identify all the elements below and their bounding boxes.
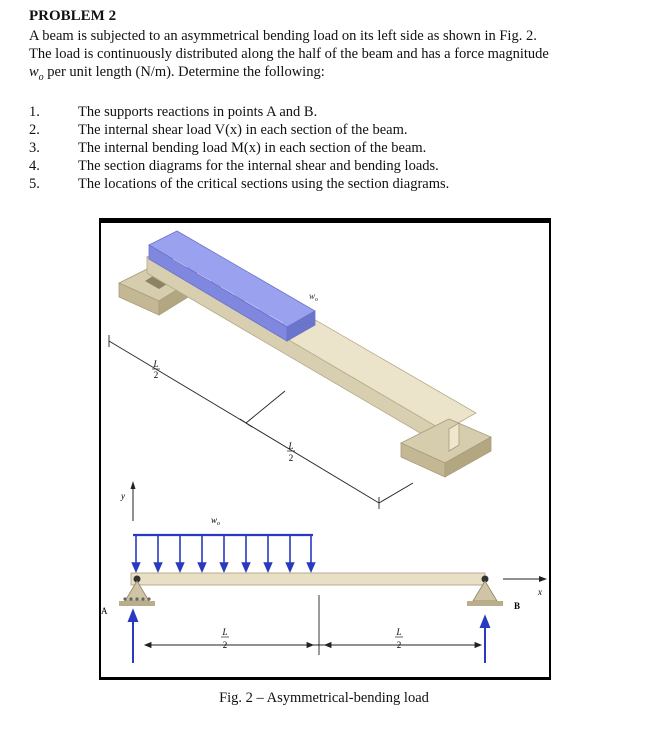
- axis-x-label: x: [538, 587, 542, 597]
- dim-label-bottom-right: [395, 627, 403, 650]
- dim-label-bottom-left: [221, 627, 229, 650]
- task-item: 3. The internal bending load M(x) in each section of the beam.: [29, 140, 427, 156]
- task-item: 4. The section diagrams for the internal shear and bending loads.: [29, 158, 439, 174]
- svg-text:2: 2: [288, 453, 294, 463]
- beam-2d: [131, 573, 485, 585]
- task-item: 1. The supports reactions in points A and B.: [29, 104, 318, 120]
- svg-text:L: L: [222, 627, 228, 637]
- problem-statement: [29, 27, 629, 87]
- problem-title: PROBLEM 2: [29, 8, 117, 24]
- dim-label-top-left: [152, 359, 160, 380]
- svg-text:L: L: [288, 441, 294, 451]
- svg-text:2: 2: [396, 640, 402, 650]
- intro-line-3: $w_o$ per unit length (N/m). Determine the following:: [29, 64, 325, 83]
- point-a-label: A: [101, 606, 108, 616]
- load-symbol: $w_o$: [29, 64, 44, 83]
- point-b-label: B: [514, 601, 521, 611]
- axis-y-label: y: [121, 491, 125, 501]
- svg-text:L: L: [396, 627, 402, 637]
- intro-line-1: A beam is subjected to an asymmetrical bending load on its left side as shown in Fig. 2.: [29, 28, 537, 44]
- wo-label: $w_o$: [211, 515, 221, 527]
- svg-text:L: L: [153, 359, 159, 369]
- task-item: 5. The locations of the critical sections using the section diagrams.: [29, 176, 450, 192]
- intro-line-2: The load is continuously distributed along the half of the beam and has a force magnitude: [29, 46, 549, 62]
- beam-figure: [99, 218, 551, 680]
- task-item: 2. The internal shear load V(x) in each section of the beam.: [29, 122, 408, 138]
- svg-text:2: 2: [153, 370, 159, 380]
- wo-label-3d: $w_o$: [309, 291, 319, 303]
- figure-caption: Fig. 2 – Asymmetrical-bending load: [219, 690, 429, 706]
- svg-text:2: 2: [222, 640, 228, 650]
- task-list: [29, 103, 449, 193]
- reaction-arrows: [129, 611, 489, 663]
- beam-illustration: [101, 223, 549, 677]
- distributed-load-arrows: [133, 535, 315, 571]
